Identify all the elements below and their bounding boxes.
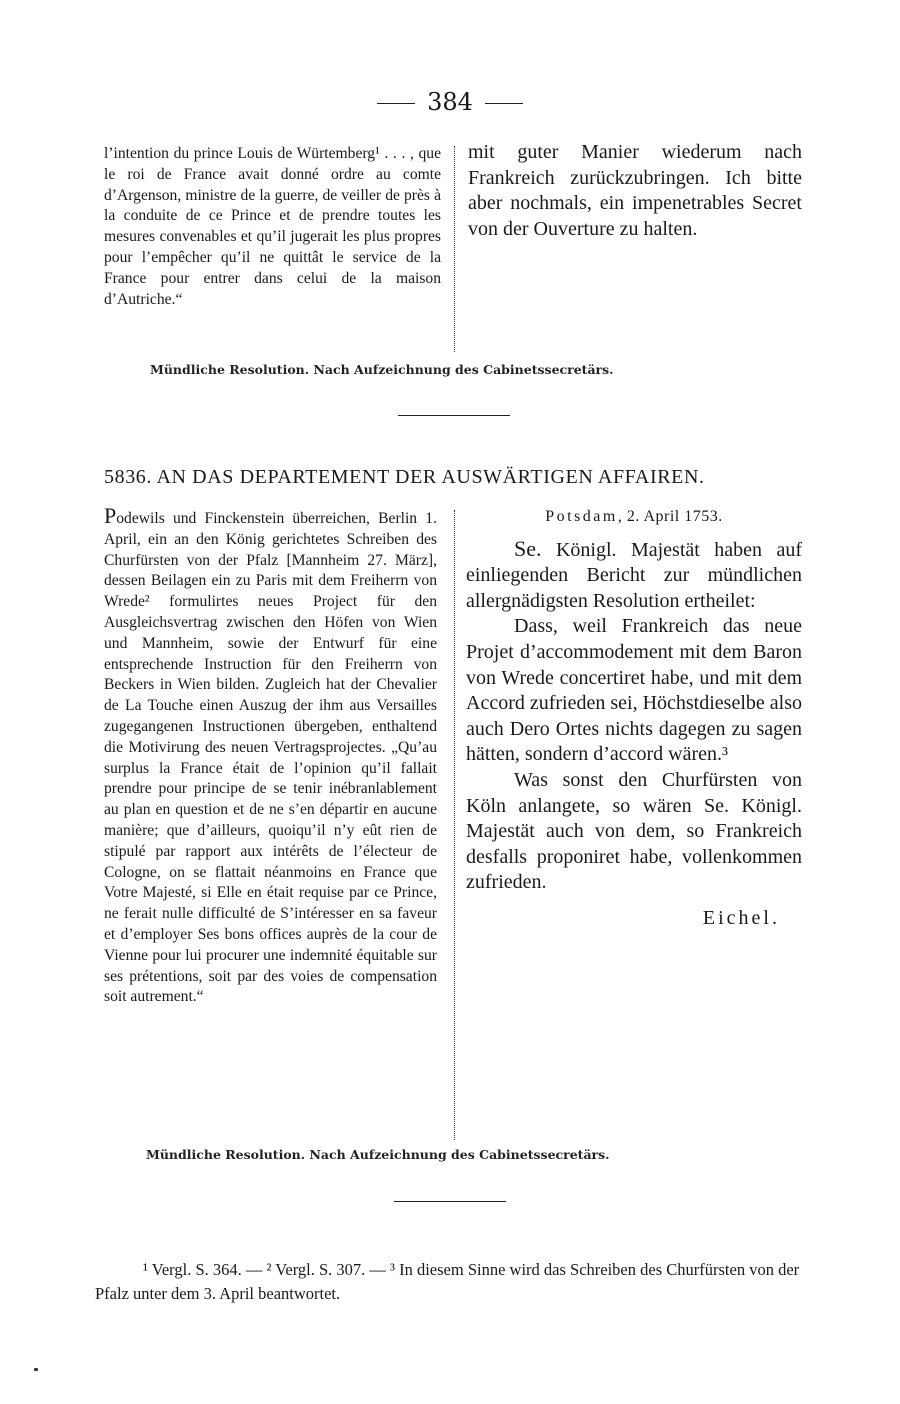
page-speck — [34, 1368, 38, 1371]
summary-body: odewils und Finckenstein überreichen, Berlin 1. April, ein an den König gerichtetes Schreiben des Churfürsten von der Pfalz [Mannheim 27. März], dessen Beilagen ein zu Paris mit dem Freiherrn von Wrede² formulirtes neues Project für den Ausgleichsvertrag zwischen den Höfen von Wien und Mannheim, sowie der Entwurf für eine entsprechende Instruction für den Freiherrn von Beckers in Wien bilden. Zugleich hat der Chevalier de La Touche einen Auszug der ihm aus Versailles zugegangenen Instructionen übergeben, enthaltend die Motivirung des neuen Vertragsprojectes. „Qu’au surplus la France était de l’opinion qu’il fallait prendre pour principe de se tenir inébranlablement au plan en question et de ne s’en départir en aucune manière; que d’ailleurs, quoiqu’il n’y eût rien de stipulé par rapport aux intérêts de l’électeur de Cologne, on se flattait néanmoins en France que Votre Majesté, si Elle en était requise par ce Prince, ne ferait nulle difficulté de S’intéresser en sa faveur et d’employer Ses bons offices auprès de la cour de Vienne pour lui procurer une indemnité équitable sur ses prétentions, soit par des voies de compensation soit autrement.“ — [104, 510, 437, 1006]
section-rule — [398, 415, 510, 416]
letter-para-3: Was sonst den Churfürsten von Köln anlangete, so wären Se. Königl. Majestät auch von dem, so Frankreich desfalls proponiret habe, vollenkommen zufrieden. — [466, 768, 802, 894]
summary-column — [104, 503, 437, 1008]
top-left-text: l’intention du prince Louis de Würtemberg¹ . . . , que le roi de France avait donné ordre au comte d’Argenson, ministre de la guerre, de veiller de près à la conduite de ce Prince et de prendre toutes les mesures convenables et qu’il jugerait les plus propres pour l’empêcher qu’il ne quittât le service de la France pour entrer dans celui de la maison d’Autriche.“ — [104, 145, 441, 308]
dateline — [466, 504, 802, 530]
top-right-column — [468, 140, 802, 242]
dropcap-letter: P — [104, 503, 117, 528]
letter-para-1 — [466, 536, 802, 615]
top-right-text: mit guter Manier wiederum nach Frankreich zurückzubringen. Ich bitte aber nochmals, ein impenetrables Secret von der Ouverture zu halten. — [468, 141, 802, 240]
place: Potsdam — [545, 508, 618, 525]
section-title: 5836. AN DAS DEPARTEMENT DER AUSWÄRTIGEN AFFAIREN. — [104, 466, 705, 488]
top-resolution-note: Mündliche Resolution. Nach Aufzeichnung des Cabinetssecretärs. — [150, 362, 614, 377]
header-dash-left — [377, 103, 415, 104]
letter-para-1-text: Königl. Majestät haben auf einliegenden Bericht zur mündlichen allergnädigsten Resolution ertheilet: — [466, 538, 802, 612]
salutation: Se. — [514, 535, 542, 561]
page-header — [0, 88, 900, 116]
footnote-rule — [394, 1201, 506, 1202]
top-left-column — [104, 144, 441, 310]
summary-text — [104, 503, 437, 1008]
signature: Eichel. — [702, 906, 780, 929]
header-dash-right — [485, 103, 523, 104]
date: , 2. April 1753. — [617, 508, 723, 525]
top-column-divider — [454, 146, 455, 352]
letter-para-2: Dass, weil Frankreich das neue Projet d’accommodement mit dem Baron von Wrede concertiret habe, und mit dem Accord zufrieden sei, Höchstdieselbe also auch Dero Ortes nichts dagegen zu sagen hätten, sondern d’accord wären.³ — [466, 615, 802, 766]
footnotes — [95, 1258, 801, 1306]
footnote-text: ¹ Vergl. S. 364. — ² Vergl. S. 307. — ³ In diesem Sinne wird das Schreiben des Churfürsten von der Pfalz unter dem 3. April beantwortet. — [95, 1260, 800, 1303]
section-column-divider — [454, 510, 455, 1140]
section-resolution-note: Mündliche Resolution. Nach Aufzeichnung des Cabinetssecretärs. — [146, 1147, 610, 1162]
letter-column — [466, 504, 802, 932]
page-number: 384 — [427, 88, 473, 116]
